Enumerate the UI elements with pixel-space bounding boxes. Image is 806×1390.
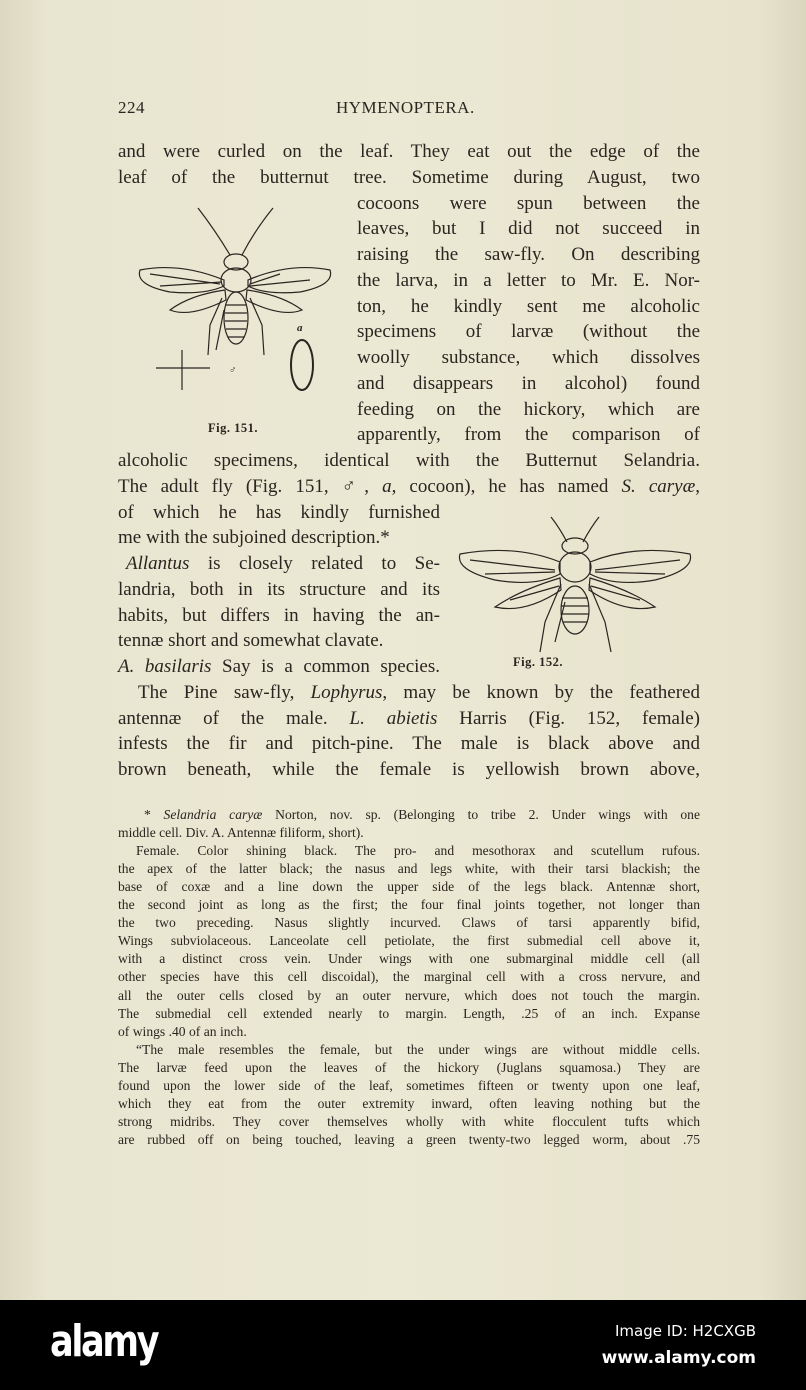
text-segment: The submedial cell extended nearly to margin. Length, .25 of an inch. Expanse (118, 1005, 700, 1021)
footnote-line (118, 932, 700, 949)
footnote-line (118, 1077, 700, 1094)
text-segment: Female. Color shining black. The pro- and mesothorax and scutellum rufous. (136, 843, 700, 859)
footnote-line (118, 914, 700, 931)
image-id: Image ID: H2CXGB (614, 1322, 756, 1340)
text-segment: Wings subviolaceous. Lanceolate cell petiolate, the first submedial cell above it, (118, 933, 700, 949)
footnote-line (118, 1005, 700, 1022)
text-segment: leaves, but I did not succeed in (357, 218, 700, 240)
body-line (357, 192, 700, 216)
text-segment: other species have this cell discoidal), the marginal cell with a cross nervure, and (118, 969, 700, 985)
text-segment: of which he has kindly furnished (118, 501, 440, 523)
body-line (118, 475, 700, 499)
text-segment: The larvæ feed upon the leaves of the hickory (Juglans squamosa.) They are (118, 1059, 700, 1075)
body-line (118, 140, 700, 164)
body-line (118, 732, 700, 756)
body-line (357, 217, 700, 241)
body-line (118, 449, 700, 473)
body-line (118, 526, 440, 550)
text-segment: with a distinct cross vein. Under wings with one submarginal middle cell (all (118, 951, 700, 967)
text-segment: of wings .40 of an inch. (118, 1023, 247, 1039)
body-line (118, 501, 440, 525)
page-number: 224 (118, 98, 145, 117)
footnote-line (118, 878, 700, 895)
footnote-line (118, 1059, 700, 1076)
footnote-line (118, 1113, 700, 1130)
text-segment: cocoons were spun between the (357, 192, 700, 214)
italic-text: A. basilaris (118, 656, 212, 677)
body-line (118, 578, 440, 602)
text-segment: and were curled on the leaf. They eat out the edge of the (118, 141, 700, 162)
footnote-line (118, 950, 700, 967)
text-segment: habits, but differs in having the an- (118, 604, 440, 626)
body-line (357, 372, 700, 396)
body-line (357, 346, 700, 370)
fig-152-pine-sawfly-illustration (455, 512, 695, 657)
text-segment: is closely related to Se- (189, 553, 440, 574)
text-segment: the apex of the latter black; the nasus and legs white, with their tarsi blackish; the (118, 861, 700, 877)
text-segment: found upon the lower side of the leaf, sometimes fifteen or twenty upon one leaf, (118, 1077, 700, 1093)
text-segment: the second joint as long as the first; the four final joints together, not longer than (118, 897, 700, 913)
text-segment: infests the fir and pitch-pine. The male is black above and (118, 733, 700, 755)
body-line (138, 681, 700, 705)
watermark-footer (0, 1300, 806, 1390)
fig-152-caption: Fig. 152. (513, 655, 563, 669)
text-segment: , cocoon), he has named (391, 475, 622, 497)
italic-text: Lophyrus (310, 681, 383, 703)
body-line (357, 398, 700, 422)
text-segment: me with the subjoined description.* (118, 527, 390, 549)
italic-text: L. abietis (349, 707, 438, 729)
footnote-line (118, 824, 700, 841)
running-title: HYMENOPTERA. (336, 98, 475, 117)
body-line (118, 655, 440, 679)
text-segment: middle cell. Div. A. Antennæ filiform, short). (118, 825, 364, 841)
text-segment: , (364, 475, 383, 497)
footnote-line (136, 842, 700, 859)
text-segment: ton, he kindly sent me alcoholic (357, 295, 700, 317)
footnote-line (118, 987, 700, 1004)
body-line (357, 243, 700, 267)
text-segment: apparently, from the comparison of (357, 424, 700, 446)
body-line (118, 629, 440, 653)
text-segment: base of coxæ and a line down the upper side of the legs black. Antennæ short, (118, 879, 700, 895)
text-segment: which they eat from the outer extremity inward, often leaving nothing but the (118, 1095, 700, 1111)
website-link[interactable]: www.alamy.com (601, 1348, 756, 1368)
text-segment: are rubbed off on being touched, leaving a green twenty-two legged worm, about .75 (118, 1131, 700, 1147)
text-segment: , may be known by the feathered (382, 681, 700, 703)
text-segment: and disappears in alcohol) found (357, 372, 700, 394)
text-segment: , (695, 475, 701, 497)
alamy-logo: alamy (50, 1316, 158, 1367)
body-line (118, 707, 700, 731)
footnote-line (118, 1095, 700, 1112)
text-segment: brown beneath, while the female is yellowish brown above, (118, 759, 700, 780)
fig-151-label-a: a (297, 322, 303, 334)
text-segment: The adult fly (Fig. 151, (118, 475, 342, 497)
text-segment: woolly substance, which dissolves (357, 347, 700, 368)
text-segment: feeding on the hickory, which are (357, 398, 700, 420)
text-segment: Norton, nov. sp. (Belonging to tribe 2. Under wings with one (262, 807, 700, 822)
body-line (118, 758, 700, 782)
body-line (357, 295, 700, 319)
text-segment: tennæ short and somewhat clavate. (118, 630, 384, 652)
body-line (118, 604, 440, 628)
footnote-line (118, 1131, 700, 1148)
text-segment: the two preceding. Nasus slightly incurved. Claws of tarsi apparently bifid, (118, 915, 700, 931)
fig-151-label-male: ♂ (229, 365, 237, 376)
text-segment: alcoholic specimens, identical with the Butternut Selandria. (118, 450, 700, 471)
footnote-line (118, 1023, 700, 1040)
italic-text: S. caryæ (621, 475, 696, 497)
text-segment: leaf of the butternut tree. Sometime during August, two (118, 166, 700, 188)
body-line (118, 166, 700, 190)
footnote-line (118, 860, 700, 877)
italic-text: a (382, 475, 392, 497)
italic-text: ♂ (341, 475, 365, 497)
body-line (357, 269, 700, 293)
text-segment: antennæ of the male. (118, 707, 350, 729)
body-line (126, 552, 440, 576)
text-segment: “The male resembles the female, but the under wings are without middle cells. (136, 1041, 700, 1057)
italic-text: Allantus (126, 553, 190, 574)
footnote-line (118, 896, 700, 913)
text-segment: the larva, in a letter to Mr. E. Nor- (357, 269, 700, 291)
text-segment: Harris (Fig. 152, female) (437, 707, 701, 729)
text-segment: all the outer cells closed by an outer nervure, which does not touch the margin. (118, 987, 700, 1003)
text-segment: strong midribs. They cover themselves wholly with white flocculent tufts which (118, 1113, 700, 1129)
text-segment: specimens of larvæ (without the (357, 321, 700, 343)
body-line (357, 320, 700, 344)
text-segment: * (144, 807, 164, 822)
text-segment: raising the saw-fly. On describing (357, 244, 700, 265)
footnote-line (136, 1041, 700, 1058)
footnote-line (144, 806, 700, 823)
text-segment: The Pine saw-fly, (138, 681, 311, 703)
fig-151-caption: Fig. 151. (208, 421, 258, 435)
footnote-line (118, 968, 700, 985)
text-segment: Say is a common species. (211, 656, 441, 677)
body-line (357, 423, 700, 447)
text-segment: landria, both in its structure and its (118, 578, 440, 600)
italic-text: Selandria caryæ (163, 807, 263, 822)
